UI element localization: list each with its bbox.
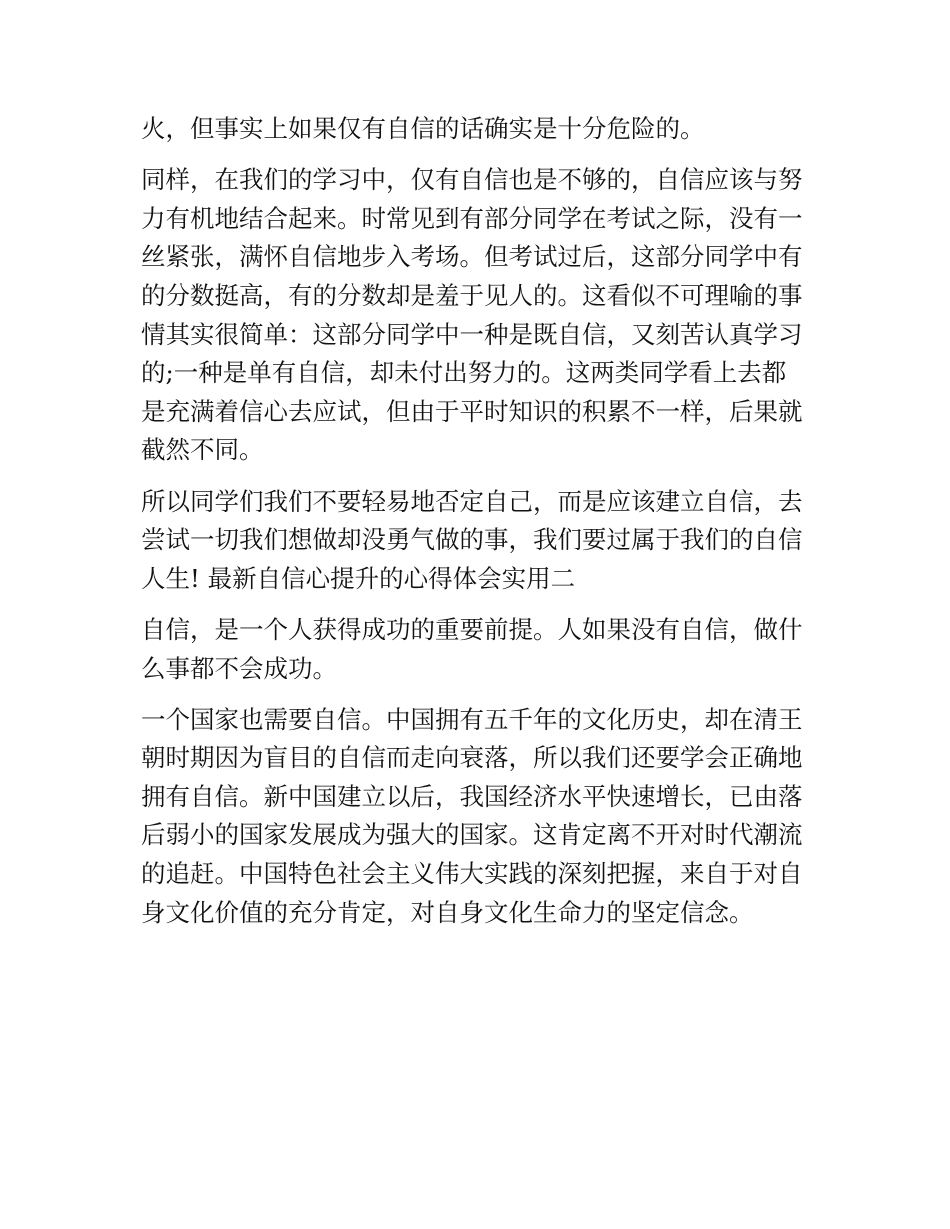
paragraph-1 (141, 110, 813, 149)
text-line: 同样，在我们的学习中，仅有自信也是不够的，自信应该与努 (141, 165, 803, 195)
text-line: 一个国家也需要自信。中国拥有五千年的文化历史，却在清王 (141, 704, 803, 734)
text-line: 丝紧张，满怀自信地步入考场。但考试过后，这部分同学中有 (141, 242, 803, 272)
text-line: 所以同学们我们不要轻易地否定自己，而是应该建立自信，去 (141, 486, 803, 516)
text-line: 情其实很简单：这部分同学中一种是既自信，又刻苦认真学习 (141, 319, 803, 349)
text-line: 是充满着信心去应试，但由于平时知识的积累不一样，后果就 (141, 396, 803, 426)
text-line: 么事都不会成功。 (141, 653, 337, 683)
text-line: 拥有自信。新中国建立以后，我国经济水平快速增长，已由落 (141, 781, 803, 811)
paragraph-2 (141, 161, 813, 470)
text-line: 尝试一切我们想做却没勇气做的事，我们要过属于我们的自信 (141, 525, 803, 555)
paragraph-5 (141, 701, 813, 933)
text-line: 朝时期因为盲目的自信而走向衰落，所以我们还要学会正确地 (141, 743, 803, 773)
text-line: 的分数挺高，有的分数却是羞于见人的。这看似不可理喻的事 (141, 280, 803, 310)
text-line: 自信，是一个人获得成功的重要前提。人如果没有自信，做什 (141, 614, 803, 644)
text-line: 力有机地结合起来。时常见到有部分同学在考试之际，没有一 (141, 203, 803, 233)
text-line: 的;一种是单有自信，却未付出努力的。这两类同学看上去都 (141, 358, 787, 388)
text-line: 后弱小的国家发展成为强大的国家。这肯定离不开对时代潮流 (141, 820, 803, 850)
text-line: 火，但事实上如果仅有自信的话确实是十分危险的。 (141, 114, 705, 143)
body-text (141, 110, 813, 932)
text-line: 身文化价值的充分肯定，对自身文化生命力的坚定信念。 (141, 897, 754, 927)
paragraph-3 (141, 483, 813, 599)
text-line: 人生! 最新自信心提升的心得体会实用二 (141, 563, 576, 593)
paragraph-4 (141, 611, 813, 688)
text-line: 截然不同。 (141, 435, 264, 465)
text-line: 的追赶。中国特色社会主义伟大实践的深刻把握，来自于对自 (141, 859, 803, 889)
